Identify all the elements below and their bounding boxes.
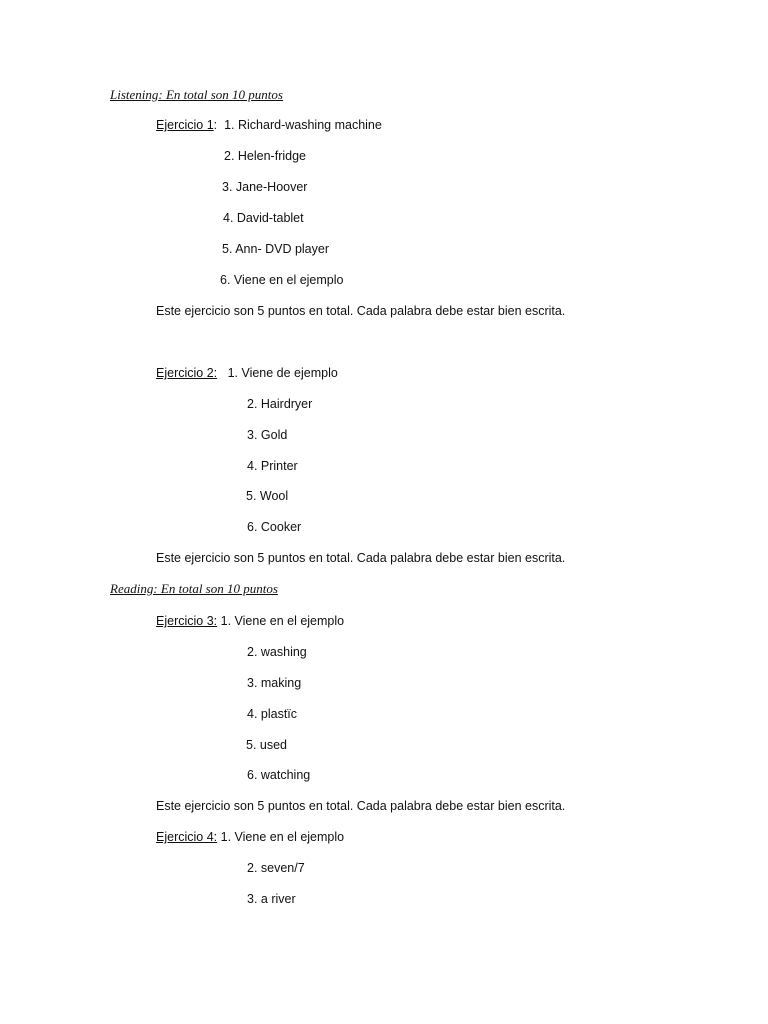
ejercicio3-item-5: 5. used (246, 738, 288, 752)
ejercicio3-item-3: 3. making (247, 676, 302, 690)
ejercicio1-item-5: 5. Ann- DVD player (222, 242, 329, 256)
ejercicio2-item-4: 4. Printer (247, 459, 298, 473)
ejercicio4-item-2: 2. seven/7 (247, 861, 305, 875)
ejercicio2-item-5: 5. Wool (246, 489, 289, 503)
ejercicio3-item-1: 1. Viene en el ejemplo (220, 614, 345, 628)
ejercicio4-label: Ejercicio 4: (156, 830, 218, 844)
ejercicio3-row-1 (156, 613, 344, 629)
ejercicio1-label: Ejercicio 1 (156, 118, 214, 132)
ejercicio1-colon: : (213, 118, 218, 132)
reading-heading: Reading: En total son 10 puntos (110, 581, 278, 596)
ejercicio2-row-1 (156, 365, 338, 381)
ejercicio2-item-6: 6. Cooker (247, 520, 302, 534)
ejercicio4-item-1: 1. Viene en el ejemplo (220, 830, 345, 844)
ejercicio2-item-2: 2. Hairdryer (247, 397, 313, 411)
ejercicio1-item-3: 3. Jane-Hoover (222, 180, 308, 194)
ejercicio1-note: Este ejercicio son 5 puntos en total. Cada palabra debe estar bien escrita. (156, 304, 566, 318)
ejercicio2-note: Este ejercicio son 5 puntos en total. Cada palabra debe estar bien escrita. (156, 551, 566, 565)
listening-heading: Listening: En total son 10 puntos (110, 87, 283, 102)
ejercicio4-row-1 (156, 829, 344, 845)
ejercicio2-label: Ejercicio 2: (156, 366, 218, 380)
ejercicio1-item-6: 6. Viene en el ejemplo (220, 273, 344, 287)
ejercicio1-item-1: 1. Richard-washing machine (224, 118, 382, 132)
ejercicio1-item-4: 4. David-tablet (223, 211, 304, 225)
ejercicio3-item-4: 4. plastïc (247, 707, 298, 721)
ejercicio2-item-1: 1. Viene de ejemplo (227, 366, 338, 380)
ejercicio4-item-3: 3. a river (247, 892, 296, 906)
ejercicio3-note: Este ejercicio son 5 puntos en total. Cada palabra debe estar bien escrita. (156, 799, 566, 813)
ejercicio3-item-6: 6. watching (247, 768, 311, 782)
ejercicio3-item-2: 2. washing (247, 645, 307, 659)
ejercicio3-label: Ejercicio 3: (156, 614, 218, 628)
ejercicio1-row-1 (156, 117, 382, 133)
ejercicio1-item-2: 2. Helen-fridge (224, 149, 306, 163)
ejercicio2-item-3: 3. Gold (247, 428, 288, 442)
